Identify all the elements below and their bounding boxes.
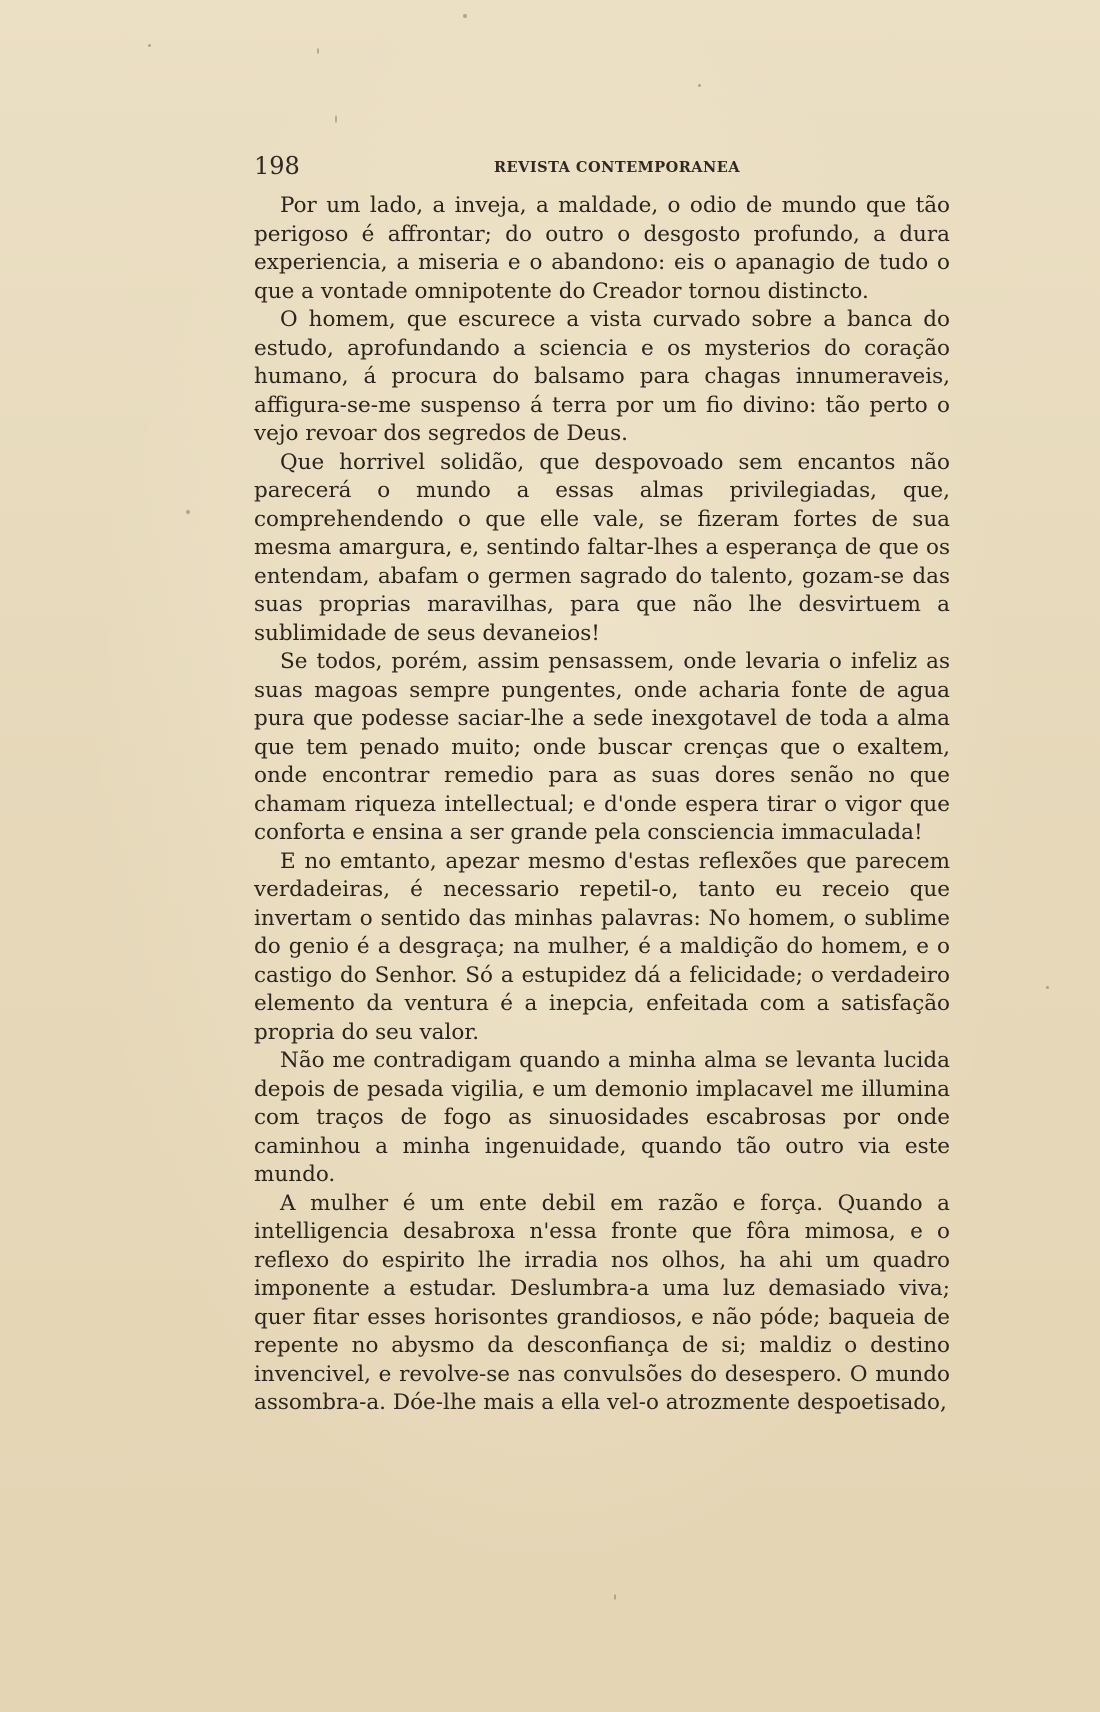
body-text <box>254 192 950 1418</box>
paragraph: A mulher é um ente debil em razão e força. Quando a intelligencia desabroxa n'essa fronte que fôra mimosa, e o reflexo do espirito lhe irradia nos olhos, ha ahi um quadro imponente a estudar. Deslumbra-a uma luz demasiado viva; quer fitar esses horisontes grandiosos, e não póde; baqueia de repente no abysmo da desconfiança de si; maldiz o destino invencivel, e revolve-se nas convulsões do desespero. O mundo assombra-a. Dóe-lhe mais a ella vel-o atrozmente despoetisado, <box>254 1190 950 1415</box>
paragraph: E no emtanto, apezar mesmo d'estas reflexões que parecem verdadeiras, é necessario repetil-o, tanto eu receio que invertam o sentido das minhas palavras: No homem, o sublime do genio é a desgraça; na mulher, é a maldição do homem, e o castigo do Senhor. Só a estupidez dá a felicidade; o verdadeiro elemento da ventura é a inepcia, enfeitada com a satisfação propria do seu valor. <box>254 848 950 1045</box>
running-head: REVISTA CONTEMPORANEA <box>494 159 741 176</box>
paragraph: Se todos, porém, assim pensassem, onde levaria o infeliz as suas magoas sempre pungentes, onde acharia fonte de agua pura que podesse saciar-lhe a sede inexgotavel de toda a alma que tem penado muito; onde buscar crenças que o exaltem, onde encontrar remedio para as suas dores senão no que chamam riqueza intellectual; e d'onde espera tirar o vigor que conforta e ensina a ser grande pela consciencia immaculada! <box>254 649 950 845</box>
page-number: 198 <box>254 152 300 180</box>
paragraph: Não me contradigam quando a minha alma se levanta lucida depois de pesada vigilia, e um demonio implacavel me illumina com traços de fogo as sinuosidades escabrosas por onde caminhou a minha ingenuidade, quando tão outro via este mundo. <box>254 1048 950 1187</box>
paragraph: O homem, que escurece a vista curvado sobre a banca do estudo, aprofundando a sciencia e os mysterios do coração humano, á procura do balsamo para chagas innumeraveis, affigura-se-me suspenso á terra por um fio divino: tão perto o vejo revoar dos segredos de Deus. <box>254 307 950 446</box>
page-header <box>254 152 954 182</box>
paragraph: Por um lado, a inveja, a maldade, o odio de mundo que tão perigoso é affrontar; do outro o desgosto profundo, a dura experiencia, a miseria e o abandono: eis o apanagio de tudo o que a vontade omnipotente do Creador tornou distincto. <box>254 193 950 304</box>
paragraph: Que horrivel solidão, que despovoado sem encantos não parecerá o mundo a essas almas privilegiadas, que, comprehendendo o que elle vale, se fizeram fortes de sua mesma amargura, e, sentindo faltar-lhes a esperança de que os entendam, abafam o germen sagrado do talento, gozam-se das suas proprias maravilhas, para que não lhe desvirtuem a sublimidade de seus devaneios! <box>254 449 950 646</box>
